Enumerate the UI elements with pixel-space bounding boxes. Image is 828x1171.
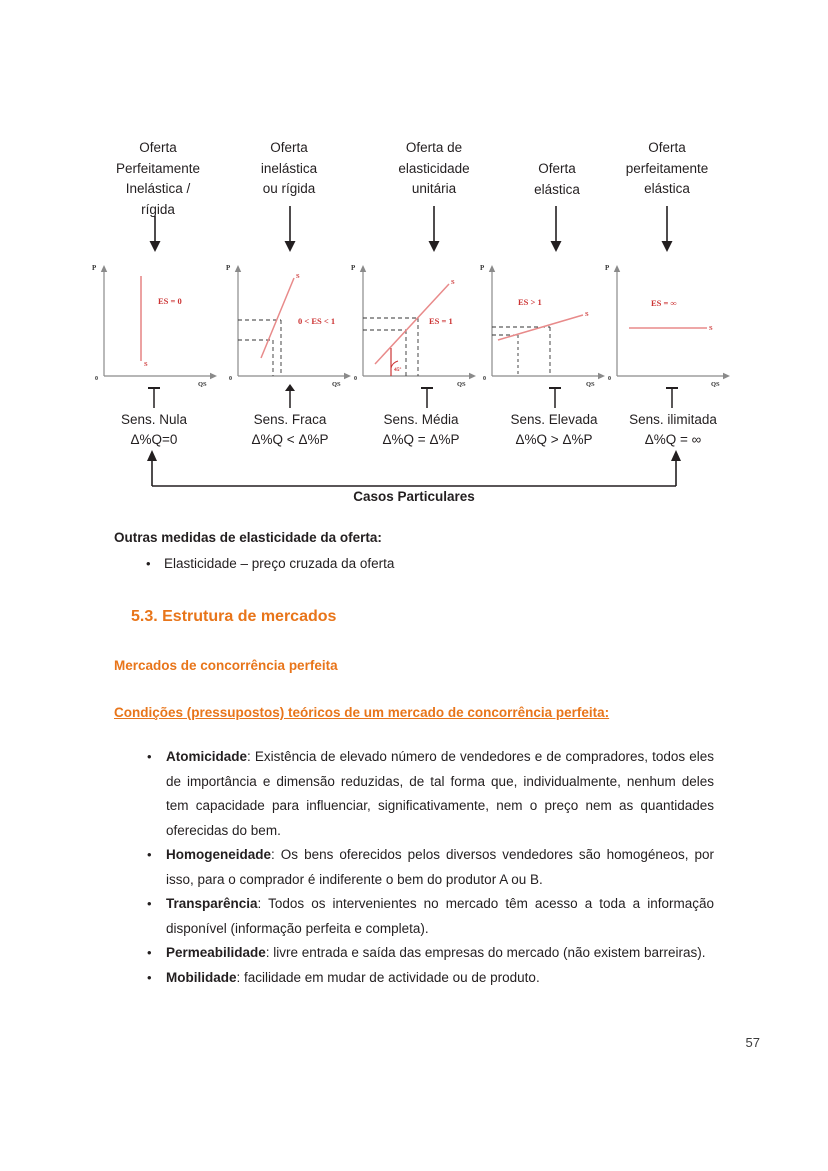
svg-text:QS: QS	[198, 381, 207, 388]
condition-term: Permeabilidade	[166, 945, 266, 960]
column-heading-5: Oferta perfeitamente elástica	[625, 140, 709, 196]
subheading-mercados: Mercados de concorrência perfeita	[114, 658, 338, 673]
svg-text:0: 0	[95, 376, 98, 382]
svg-text:QS: QS	[332, 381, 341, 388]
up-tick-5	[664, 386, 680, 413]
svg-text:P: P	[605, 264, 610, 272]
svg-text:QS: QS	[711, 381, 720, 388]
section-heading-5-3: 5.3. Estrutura de mercados	[131, 608, 337, 625]
svg-text:QS: QS	[457, 381, 466, 388]
column-heading-4: Oferta elástica	[534, 161, 580, 197]
condition-transparencia	[114, 892, 714, 941]
chart-unitary-elasticity	[345, 258, 477, 395]
elasticity-diagram	[0, 0, 828, 515]
chart-perfectly-inelastic	[86, 258, 218, 395]
condition-homogeneidade	[114, 843, 714, 892]
condition-permeabilidade	[114, 941, 714, 966]
conditions-title: Condições (pressupostos) teóricos de um mercado de concorrência perfeita:	[114, 705, 610, 720]
condition-text: : Todos os intervenientes no mercado têm acesso a toda a informação disponível (informação perfeita e completa).	[166, 896, 714, 936]
column-heading-1: Oferta Perfeitamente Inelástica / rígida	[115, 140, 201, 217]
caption-5-line2: Δ%Q = ∞	[644, 432, 702, 447]
down-arrow-2	[280, 206, 300, 257]
svg-text:0 < ES < 1: 0 < ES < 1	[298, 316, 336, 326]
body-content	[114, 528, 714, 990]
caption-4: Sens. Elevada Δ%Q > Δ%P	[510, 412, 598, 447]
chart-elastic	[474, 258, 606, 395]
casos-particulares-label: Casos Particulares	[353, 489, 475, 504]
caption-2: Sens. Fraca Δ%Q < Δ%P	[251, 412, 329, 447]
column-heading-2: Oferta inelástica ou rígida	[260, 140, 318, 196]
svg-text:P: P	[351, 264, 356, 272]
svg-text:S: S	[451, 279, 455, 286]
condition-text: : Existência de elevado número de vendedores e de compradores, todos eles de importância e dimensão reduzidas, de tal forma que, individualmente, nenhum deles tem capacidade para influenciar, significativamente, nem o preço nem as quantidades oferecidas do bem.	[166, 749, 714, 838]
up-tick-1	[146, 386, 162, 413]
up-tick-4	[547, 386, 563, 413]
caption-5-line1: Sens. ilimitada	[629, 412, 717, 427]
caption-3: Sens. Média Δ%Q = Δ%P	[382, 412, 460, 447]
svg-text:0: 0	[354, 376, 357, 382]
svg-text:0: 0	[229, 376, 232, 382]
condition-term: Transparência	[166, 896, 258, 911]
chart-perfectly-elastic	[599, 258, 731, 395]
other-measures-heading: Outras medidas de elasticidade da oferta:	[114, 530, 382, 545]
up-tick-3	[419, 386, 435, 413]
svg-text:ES = 0: ES = 0	[158, 296, 182, 306]
down-arrow-5	[657, 206, 677, 257]
condition-atomicidade	[114, 745, 714, 843]
svg-text:0: 0	[483, 376, 486, 382]
svg-text:P: P	[92, 264, 97, 272]
down-arrow-4	[546, 206, 566, 257]
svg-text:ES = 1: ES = 1	[429, 316, 453, 326]
svg-text:QS: QS	[586, 381, 595, 388]
condition-term: Homogeneidade	[166, 847, 272, 862]
condition-term: Mobilidade	[166, 969, 237, 985]
svg-text:S: S	[144, 361, 148, 368]
svg-text:0: 0	[608, 376, 611, 382]
svg-text:S: S	[585, 311, 589, 318]
svg-text:S: S	[709, 325, 713, 332]
svg-text:P: P	[480, 264, 485, 272]
svg-text:P: P	[226, 264, 231, 272]
conditions-list	[114, 745, 714, 990]
svg-text:S: S	[296, 273, 300, 280]
chart-inelastic	[220, 258, 352, 395]
condition-text: : Os bens oferecidos pelos diversos vendedores são homogéneos, por isso, para o comprador é indiferente o bem do produtor A ou B.	[166, 847, 714, 887]
other-measures-list	[114, 552, 714, 576]
condition-text: : facilidade em mudar de actividade ou de produto.	[236, 969, 540, 985]
caption-1: Sens. Nula Δ%Q=0	[120, 412, 188, 447]
svg-text:ES > 1: ES > 1	[518, 297, 542, 307]
svg-text:45º: 45º	[394, 367, 402, 373]
down-arrow-1	[145, 216, 165, 257]
column-heading-3: Oferta de elasticidade unitária	[398, 140, 470, 196]
condition-term: Atomicidade	[166, 749, 248, 764]
condition-mobilidade	[114, 966, 714, 991]
up-tick-2	[282, 384, 298, 413]
condition-text: : livre entrada e saída das empresas do mercado (não existem barreiras).	[265, 945, 706, 960]
down-arrow-3	[424, 206, 444, 257]
svg-text:ES = ∞: ES = ∞	[651, 298, 677, 308]
list-item: • Elasticidade – preço cruzada da oferta	[114, 552, 714, 576]
page-number: 57	[745, 1035, 760, 1050]
casos-particulares-bracket	[140, 448, 688, 493]
